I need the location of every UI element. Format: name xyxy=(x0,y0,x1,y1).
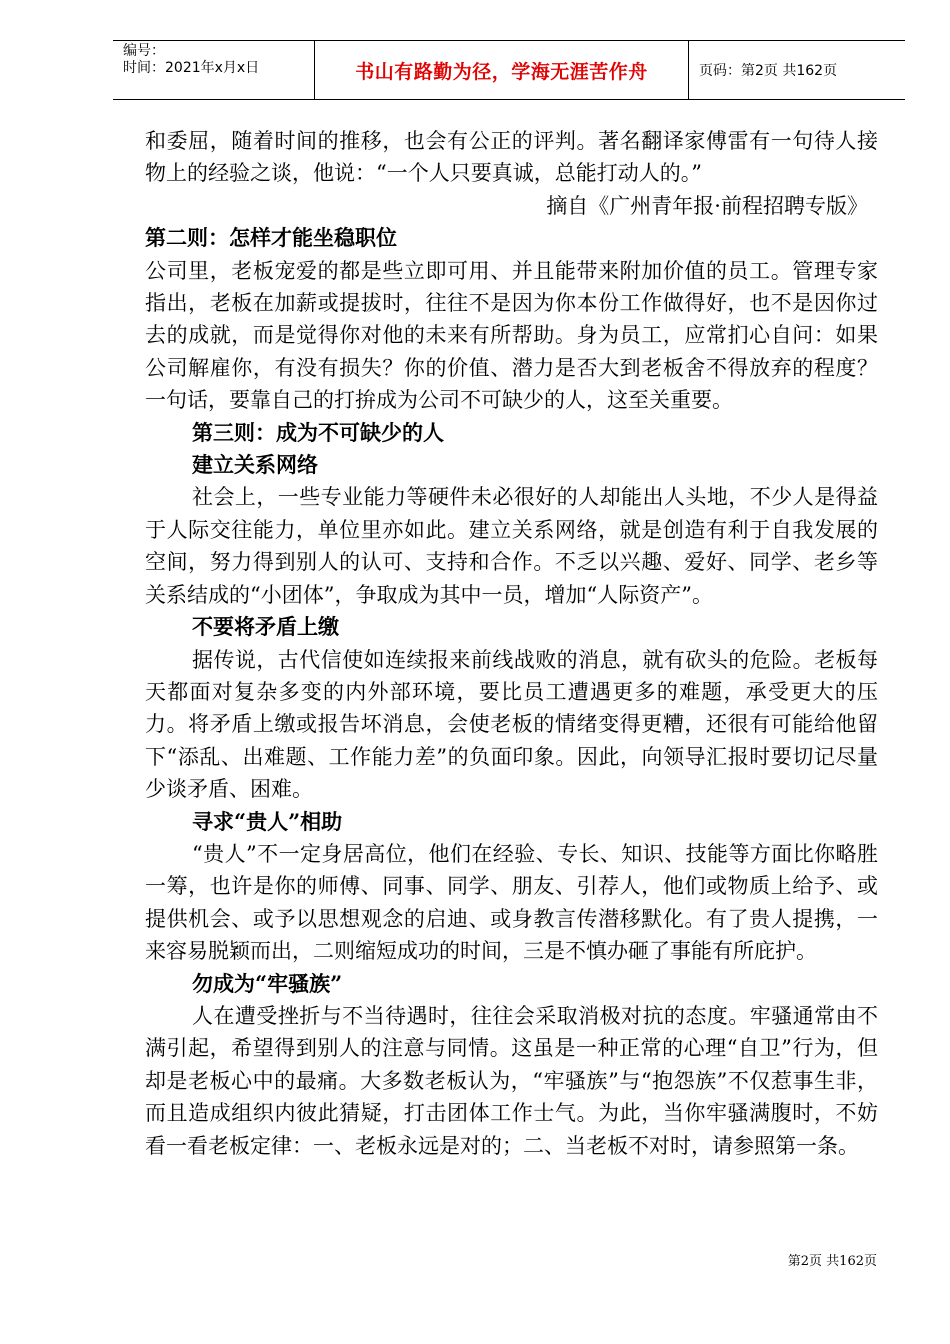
page-footer: 第2页 共162页 xyxy=(787,1254,877,1269)
source-citation: 摘自《广州青年报·前程招聘专版》 xyxy=(546,193,868,218)
document-body xyxy=(145,125,878,1162)
number-label: 编号： xyxy=(123,43,165,59)
paragraph: 社会上，一些专业能力等硬件未必很好的人却能出人头地，不少人是得益于人际交往能力，单位里亦如此。建立关系网络，就是创造有利于自我发展的空间，努力得到别人的认可、支持和合作。不乏以兴趣、爱好、同学、老乡等关系结成的“小团体”，争取成为其中一员，增加“人际资产”。 xyxy=(145,485,878,607)
subsection-heading: 建立关系网络 xyxy=(192,452,318,478)
subsection-heading: 不要将矛盾上缴 xyxy=(192,614,339,640)
paragraph: 据传说，古代信使如连续报来前线战败的消息，就有砍头的危险。老板每天都面对复杂多变的内外部环境，要比员工遭遇更多的难题，承受更大的压力。将矛盾上缴或报告坏消息，会使老板的情绪变得更糟，还很有可能给他留下“添乱、出难题、工作能力差”的负面印象。因此，向领导汇报时要切记尽量少谈矛盾、困难。 xyxy=(145,647,878,802)
section-heading: 第二则：怎样才能坐稳职位 xyxy=(145,225,397,251)
subsection-heading: 勿成为“牢骚族” xyxy=(192,970,343,996)
header-page-number: 页码：第2页 共162页 xyxy=(699,63,838,79)
paragraph: 公司里，老板宠爱的都是些立即可用、并且能带来附加价值的员工。管理专家指出，老板在加薪或提拔时，往往不是因为你本份工作做得好，也不是因你过去的成就，而是觉得你对他的未来有所帮助。身为员工，应常扪心自问：如果公司解雇你，有没有损失？你的价值、潜力是否大到老板舍不得放弃的程度？一句话，要靠自己的打拚成为公司不可缺少的人，这至关重要。 xyxy=(145,258,878,413)
paragraph: 人在遭受挫折与不当待遇时，往往会采取消极对抗的态度。牢骚通常由不满引起，希望得到别人的注意与同情。这虽是一种正常的心理“自卫”行为，但却是老板心中的最痛。大多数老板认为，“牢骚族”与“抱怨族”不仅惹事生非，而且造成组织内彼此猜疑，打击团体工作士气。为此，当你牢骚满腹时，不妨看一看老板定律：一、老板永远是对的；二、当老板不对时，请参照第一条。 xyxy=(145,1003,878,1158)
section-heading: 第三则：成为不可缺少的人 xyxy=(192,419,444,445)
time-label: 时间：2021年x月x日 xyxy=(123,60,260,76)
paragraph: 和委屈，随着时间的推移，也会有公正的评判。著名翻译家傅雷有一句待人接物上的经验之谈，他说：“一个人只要真诚，总能打动人的。” xyxy=(145,129,878,186)
paragraph: “贵人”不一定身居高位，他们在经验、专长、知识、技能等方面比你略胜一筹，也许是你的师傅、同事、同学、朋友、引荐人，他们或物质上给予、或提供机会、或予以思想观念的启迪、或身教言传潜移默化。有了贵人提携，一来容易脱颖而出，二则缩短成功的时间，三是不慎办砸了事能有所庇护。 xyxy=(145,841,878,964)
subsection-heading: 寻求“贵人”相助 xyxy=(192,808,343,834)
header-meta xyxy=(113,41,315,99)
page-header xyxy=(113,40,905,100)
header-motto: 书山有路勤为径，学海无涯苦作舟 xyxy=(315,41,689,99)
